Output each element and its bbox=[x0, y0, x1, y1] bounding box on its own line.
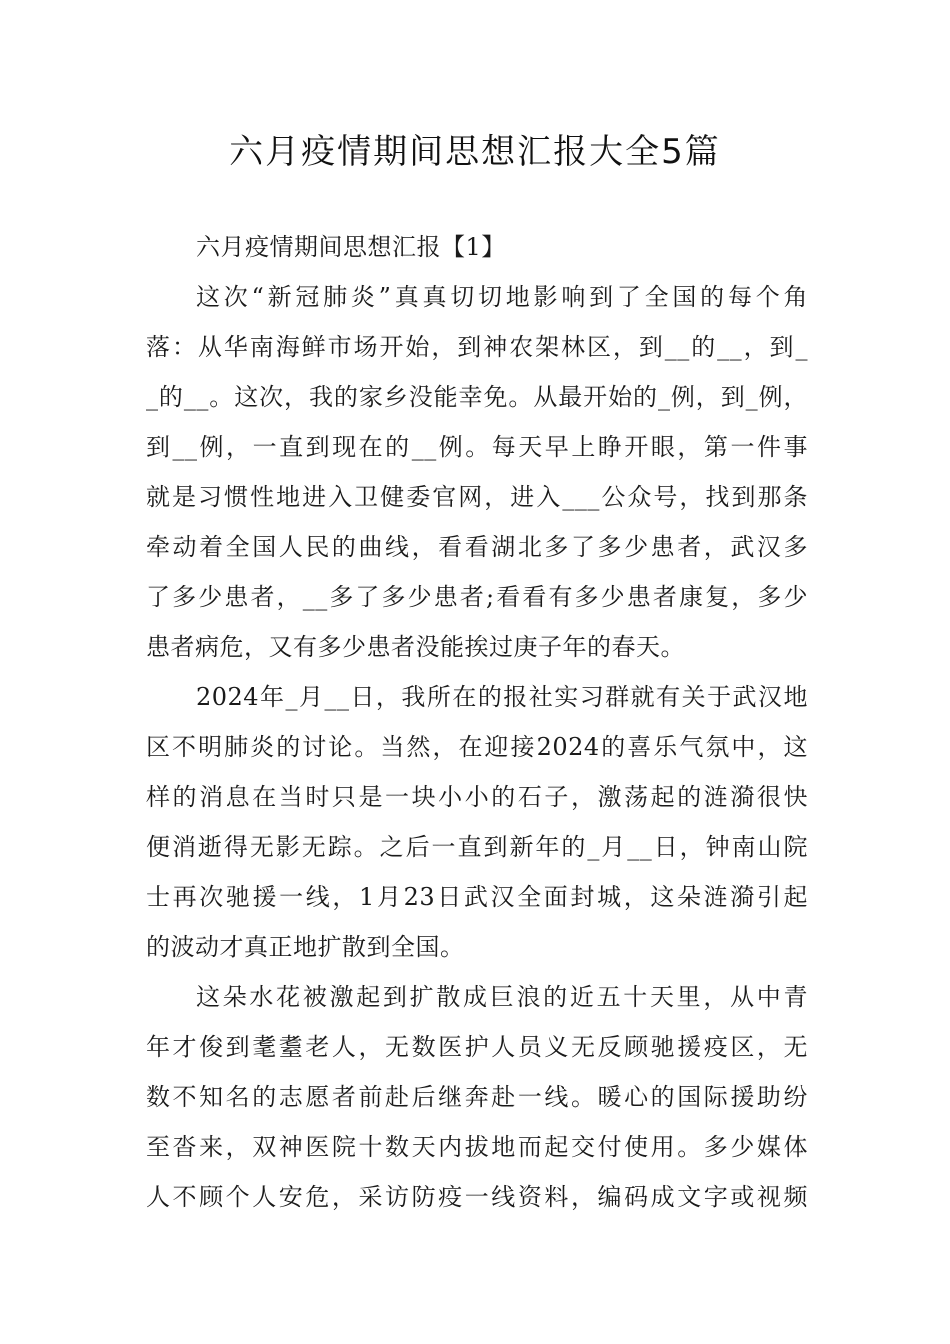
text-line: 年才俊到耄耋老人，无数医护人员义无反顾驰援疫区，无 bbox=[146, 1033, 808, 1061]
text-line: _的__。这次，我的家乡没能幸免。从最开始的_例，到_例， bbox=[146, 383, 808, 411]
document-title: 六月疫情期间思想汇报大全5篇 bbox=[229, 132, 721, 172]
text-line: 数不知名的志愿者前赴后继奔赴一线。暖心的国际援助纷 bbox=[146, 1083, 808, 1111]
text-line: 六月疫情期间思想汇报【1】 bbox=[196, 233, 506, 261]
text-line: 人不顾个人安危，采访防疫一线资料，编码成文字或视频 bbox=[146, 1183, 808, 1211]
text-line: 便消逝得无影无踪。之后一直到新年的_月__日，钟南山院 bbox=[146, 833, 808, 861]
text-line: 至沓来，双神医院十数天内拔地而起交付使用。多少媒体 bbox=[146, 1133, 808, 1161]
text-line: 的波动才真正地扩散到全国。 bbox=[146, 933, 465, 961]
text-line: 这朵水花被激起到扩散成巨浪的近五十天里，从中青 bbox=[196, 983, 808, 1011]
text-line: 士再次驰援一线，1月23日武汉全面封城，这朵涟漪引起 bbox=[146, 883, 808, 911]
text-line: 到__例，一直到现在的__例。每天早上睁开眼，第一件事 bbox=[146, 433, 808, 461]
text-line: 就是习惯性地进入卫健委官网，进入___公众号，找到那条 bbox=[146, 483, 808, 511]
text-line: 患者病危，又有多少患者没能挨过庚子年的春天。 bbox=[146, 633, 685, 661]
text-line: 了多少患者，__多了多少患者;看看有多少患者康复，多少 bbox=[146, 583, 808, 611]
document-body bbox=[146, 222, 808, 1222]
text-line: 2024年_月__日，我所在的报社实习群就有关于武汉地 bbox=[196, 683, 808, 711]
text-line: 样的消息在当时只是一块小小的石子，激荡起的涟漪很快 bbox=[146, 783, 808, 811]
text-line: 牵动着全国人民的曲线，看看湖北多了多少患者，武汉多 bbox=[146, 533, 808, 561]
text-line: 落：从华南海鲜市场开始，到神农架林区，到__的__，到_ bbox=[146, 333, 808, 361]
text-line: 区不明肺炎的讨论。当然，在迎接2024的喜乐气氛中，这 bbox=[146, 733, 808, 761]
text-line: 这次“新冠肺炎”真真切切地影响到了全国的每个角 bbox=[196, 283, 808, 311]
